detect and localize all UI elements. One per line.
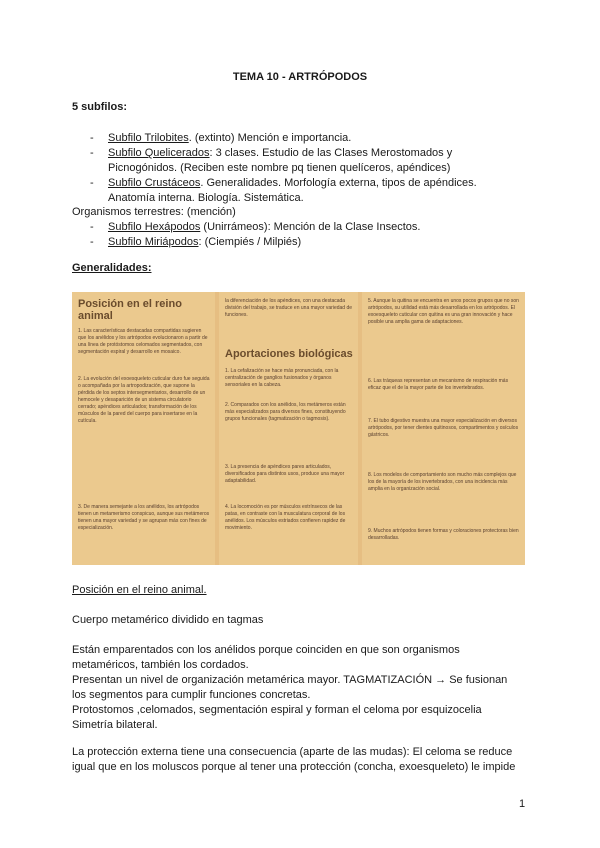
scan-column-2 <box>219 292 358 565</box>
textbook-scan-image <box>72 292 525 565</box>
page-number: 1 <box>519 798 526 810</box>
subphyla-heading: 5 subfilos: <box>72 101 128 113</box>
subphylum-text: : (Ciempiés / Milpiés) <box>198 236 302 248</box>
scan-paragraph: 2. La evolución del exoesqueleto cuticular duro fue seguida o acompañada por la artropodización, que supone la pérdida de los septos intersegmentarios, desarrollo de un hemocele y desaparición de un sistema circulatorio cerrado; apéndices articulados; transformación de los músculos de la pared del cuerpo para insertarse en la cutícula. <box>78 376 210 424</box>
body-line: los segmentos para cumplir funciones concretas. <box>72 689 311 701</box>
subphylum-name: Subfilo Crustáceos <box>108 177 201 189</box>
scan-paragraph: 1. Las características destacadas compartidas sugieren que los anélidos y los artrópodos evolucionaron a partir de una línea de protóstomos celomados segmentados, con segmentación espiral y desarrollo en mosaico. <box>78 328 208 355</box>
scan-heading: Posición en el reino animal <box>78 298 182 322</box>
scan-paragraph: 1. La cefalización se hace más pronunciada, con la centralización de ganglios fusionados y órganos sensoriales en la cabeza. <box>225 368 339 388</box>
scan-paragraph: 9. Muchos artrópodos tienen formas y coloraciones protectoras bien desarrolladas. <box>368 528 519 541</box>
subphylum-name: Subfilo Quelicerados <box>108 147 210 159</box>
body-line: Simetría bilateral. <box>72 719 158 731</box>
subphylum-name: Subfilo Trilobites <box>108 132 189 144</box>
body-line: igual que en los moluscos porque al tener una protección (concha, exoesqueleto) le impide <box>72 761 516 773</box>
body-line: La protección externa tiene una consecuencia (aparte de las mudas): El celoma se reduce <box>72 746 513 758</box>
scan-paragraph: 4. La locomoción es por músculos extrínsecos de las patas, en contraste con la musculatura corporal de los anélidos. Los músculos estriados confieren rapidez de movimiento. <box>225 504 346 531</box>
subphylum-text-cont: Picnogónidos. (Reciben este nombre pq tienen quelíceros, apéndices) <box>108 162 451 174</box>
scan-paragraph: 5. Aunque la quitina se encuentra en unos pocos grupos que no son artrópodos, su utilidad está más desarrollada en los artrópodos. El exoesqueleto cuticular con quitina es una gran innovación y hace posible una amplia gama de adaptaciones. <box>368 298 519 325</box>
scan-paragraph: 8. Los modelos de comportamiento son mucho más complejos que los de la mayoría de los invertebrados, con una incidencia más amplia en la organización social. <box>368 472 517 492</box>
subphylum-text: (Unirrámeos): Mención de la Clase Insectos. <box>200 221 421 233</box>
scan-paragraph: la diferenciación de los apéndices, con una destacada división del trabajo, se traduce en una mayor variedad de funciones. <box>225 298 353 318</box>
subphylum-text: . Generalidades. Morfología externa, tipos de apéndices. <box>200 177 477 189</box>
body-line: Protostomos ,celomados, segmentación espiral y forman el celoma por esquizocelia <box>72 704 482 716</box>
body-line: metaméricos, también los cordados. <box>72 659 249 671</box>
scan-paragraph: 2. Comparados con los anélidos, los metámeros están más especializados para diversos fines, constituyendo grupos funcionales (tagmatización o tagmosis). <box>225 402 346 422</box>
subphylum-name: Subfilo Miriápodos <box>108 236 199 248</box>
document-page: TEMA 10 - ARTRÓPODOS 5 subfilos: - Subfilo Trilobites. (extinto) Mención e importancia. - Subfilo Quelicerados: 3 clases. Estudio de las Clases Merostomados y Picnogónidos. (Reciben este nombre pq tienen quelíceros, apéndices) - Subfilo Crustáceos. Generalidades. Morfología externa, tipos de apéndices. Anatomía interna. Biología. Sistemática. Organismos terrestres: (mención) - Subfilo Hexápodos (Unirrámeos): Mención de la Clase Insectos. - Subfilo Miriápodos: (Ciempiés / Milpiés) Generalidades: Posición en el reino animal 1. Las características destacadas compartidas sugieren que los anélidos y los artrópodos evolucionaron a partir de una línea de protóstomos celomados segmentados, con segmentación espiral y desarrollo en mosaico. 2. La evolución del exoesqueleto cuticular duro fue seguida o acompañada por la artropodización, que supone la pérdida de los septos intersegmentarios, desarrollo de un hemocele y desaparición de un sistema circulatorio cerrado; apéndices articulados; transformación de los músculos de la pared del cuerpo para insertarse en la cutícula. 3. De manera semejante a los anélidos, los artrópodos tienen un metamerismo conspicuo, aunque sus metámeros tienen una mayor variedad y se agrupan más con fines de especialización. la diferenciación de los apéndices, con una destacada división del trabajo, se traduce en una mayor variedad de funciones. Aportaciones biológicas 1. La cefalización se hace más pronunciada, con la centralización de ganglios fusionados y órganos sensoriales en la cabeza. 2. Comparados con los anélidos, los metámeros están más especializados para diversos fines, constituyendo grupos funcionales (tagmatización o tagmosis). 3. La presencia de apéndices pares articulados, diversificados para distintos usos, produce una mayor adaptabilidad. 4. La locomoción es por músculos extrínsecos de las patas, en contraste con la musculatura corporal de los anélidos. Los músculos estriados confieren rapidez de movimiento. 5. Aunque la quitina se encuentra en unos pocos grupos que no son artrópodos, su utilidad está más desarrollada en los artrópodos. El exoesqueleto cuticular con quitina es una gran innovación y hace posible una amplia gama de adaptaciones. 6. Las tráqueas representan un mecanismo de respiración más eficaz que el de la mayor parte de los invertebrados. 7. El tubo digestivo muestra una mayor especialización en diversos artrópodos, por tener dientes quitinosos, compartimentos y osículos gástricos. 8. Los modelos de comportamiento son mucho más complejos que los de la mayoría de los invertebrados, con una incidencia más amplia en la organización social. 9. Muchos artrópodos tienen formas y coloraciones protectoras bien desarrolladas. Posición en el reino animal. Cuerpo metamérico dividido en tagmas Están emparentados con los anélidos porque coinciden en que son organismos metaméricos, también los cordados. Presentan un nivel de organización metamérica mayor. TAGMATIZACIÓN → Se fusionan los segmentos para cumplir funciones concretas. Protostomos ,celomados, segmentación espiral y forman el celoma por esquizocelia Simetría bilateral. La protección externa tiene una consecuencia (aparte de las mudas): El celoma se reduce igual que en los moluscos porque al tener una protección (concha, exoesqueleto) le impide 1 <box>0 0 600 848</box>
body-line: Cuerpo metamérico dividido en tagmas <box>72 614 264 626</box>
document-title: TEMA 10 - ARTRÓPODOS <box>232 71 368 83</box>
subphylum-text-cont: Anatomía interna. Biología. Sistemática. <box>108 192 304 204</box>
subphylum-name: Subfilo Hexápodos <box>108 221 201 233</box>
subphylum-text: . (extinto) Mención e importancia. <box>188 132 352 144</box>
generalities-heading: Generalidades: <box>72 262 152 274</box>
scan-paragraph: 6. Las tráqueas representan un mecanismo de respiración más eficaz que el de la mayor parte de los invertebrados. <box>368 378 509 391</box>
scan-heading: Aportaciones biológicas <box>225 348 353 360</box>
scan-column-3 <box>362 292 525 565</box>
scan-paragraph: 7. El tubo digestivo muestra una mayor especialización en diversos artrópodos, por tener dientes quitinosos, compartimentos y osículos gástricos. <box>368 418 519 438</box>
scan-paragraph: 3. La presencia de apéndices pares articulados, diversificados para distintos usos, produce una mayor adaptabilidad. <box>225 464 345 484</box>
position-heading: Posición en el reino animal. <box>72 584 207 596</box>
scan-paragraph: 3. De manera semejante a los anélidos, los artrópodos tienen un metamerismo conspicuo, aunque sus metámeros tienen una mayor variedad y se agrupan más con fines de especialización. <box>78 504 210 531</box>
subphylum-text: : 3 clases. Estudio de las Clases Merostomados y <box>209 147 453 159</box>
scan-column-1 <box>72 292 215 565</box>
terrestrial-label: Organismos terrestres: (mención) <box>72 206 236 218</box>
body-line: Están emparentados con los anélidos porque coinciden en que son organismos <box>72 644 460 656</box>
body-line: Presentan un nivel de organización metamérica mayor. TAGMATIZACIÓN → Se fusionan <box>72 674 508 686</box>
